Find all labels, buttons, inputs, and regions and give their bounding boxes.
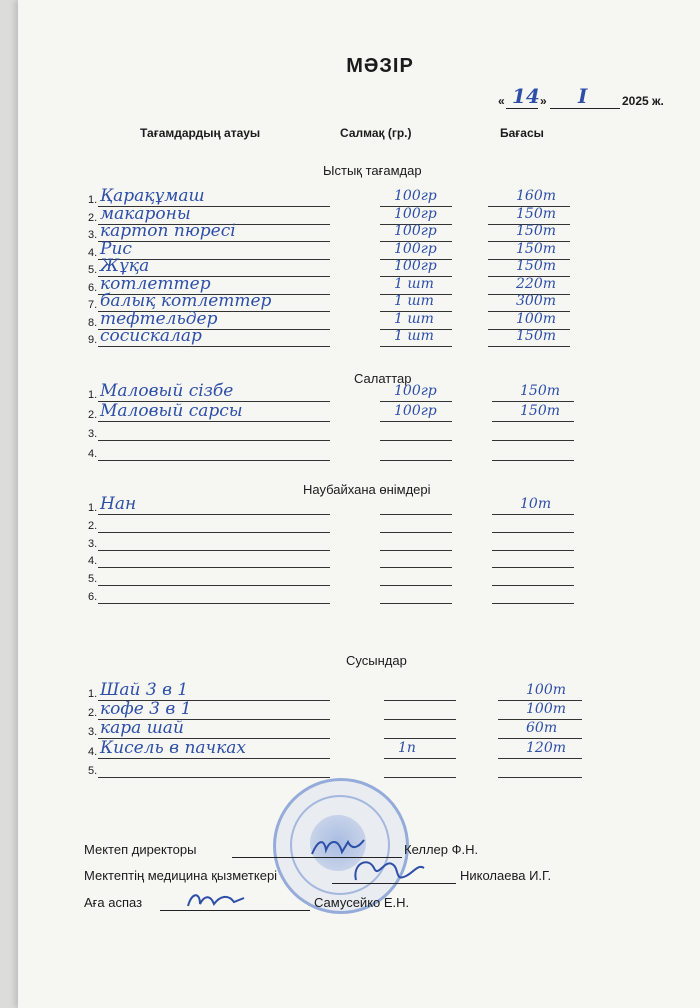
dish-weight: 100гр bbox=[394, 223, 437, 239]
column-name-header: Тағамдардың атауы bbox=[140, 126, 261, 140]
bakery-row bbox=[88, 536, 608, 552]
dish-price: 220т bbox=[516, 275, 556, 292]
weight-line bbox=[380, 514, 452, 515]
price-line bbox=[492, 603, 574, 604]
dish-weight: 1 шт bbox=[394, 275, 434, 292]
nurse-signature bbox=[348, 854, 428, 888]
dish-weight: 1 шт bbox=[394, 310, 434, 327]
hot_dishes-row bbox=[88, 326, 608, 348]
nurse-name: Николаева И.Г. bbox=[460, 868, 552, 883]
chef-label: Аға аспаз bbox=[84, 895, 143, 910]
weight-line bbox=[380, 567, 452, 568]
dish-name: кофе 3 в 1 bbox=[100, 699, 192, 720]
dish-price: 150т bbox=[520, 402, 560, 419]
bakery-row bbox=[88, 589, 608, 605]
row-number: 1. bbox=[88, 688, 98, 700]
row-number: 3. bbox=[88, 537, 98, 550]
drinks-row bbox=[88, 763, 608, 779]
name-line bbox=[98, 440, 330, 441]
row-number: 4. bbox=[88, 555, 98, 568]
dish-name: кара шай bbox=[100, 718, 184, 739]
weight-line bbox=[384, 777, 456, 778]
weight-line bbox=[380, 346, 452, 347]
weight-line bbox=[380, 421, 452, 422]
salads-row bbox=[88, 400, 608, 423]
price-line bbox=[492, 440, 574, 441]
director-name: Келлер Ф.Н. bbox=[404, 842, 479, 857]
dish-price: 100т bbox=[526, 682, 566, 698]
row-number: 4. bbox=[88, 447, 98, 460]
weight-line bbox=[380, 532, 452, 533]
weight-line bbox=[384, 758, 456, 759]
dish-name: котлеттер bbox=[100, 273, 211, 294]
dish-name: Рис bbox=[100, 238, 132, 259]
weight-line bbox=[380, 440, 452, 441]
weight-line bbox=[380, 460, 452, 461]
date-open-quote: « bbox=[498, 94, 505, 108]
menu-document bbox=[18, 0, 700, 1008]
name-line bbox=[98, 532, 330, 533]
dish-weight: 100гр bbox=[394, 188, 437, 204]
row-number: 6. bbox=[88, 591, 98, 603]
row-number: 5. bbox=[88, 573, 98, 586]
dish-weight: 100гр bbox=[394, 240, 437, 257]
dish-price: 150т bbox=[520, 383, 560, 399]
dish-weight: 100гр bbox=[394, 205, 437, 222]
dish-name: Маловый сізбе bbox=[100, 381, 234, 401]
dish-price: 150т bbox=[516, 205, 556, 222]
row-number: 4. bbox=[88, 745, 98, 758]
row-number: 7. bbox=[88, 299, 98, 311]
row-number: 5. bbox=[88, 764, 98, 777]
weight-line bbox=[384, 700, 456, 701]
weight-line bbox=[380, 585, 452, 586]
dish-price: 160т bbox=[516, 188, 556, 204]
date-year: 2025 ж. bbox=[622, 94, 664, 108]
bakery-row bbox=[88, 553, 608, 569]
name-line bbox=[98, 241, 330, 242]
dish-name: Нан bbox=[100, 494, 137, 514]
row-number: 3. bbox=[88, 726, 98, 739]
section-drinks-title: Сусындар bbox=[346, 653, 407, 668]
dish-name: Маловый сарсы bbox=[100, 400, 243, 421]
dish-name: Жұқа bbox=[100, 256, 150, 276]
price-line bbox=[492, 567, 574, 568]
date-month: I bbox=[578, 84, 588, 108]
document-title: МӘЗІР bbox=[346, 55, 414, 77]
price-line bbox=[492, 585, 574, 586]
row-number: 2. bbox=[88, 211, 98, 224]
row-number: 8. bbox=[88, 316, 98, 329]
row-number: 5. bbox=[88, 264, 98, 276]
date-day-line bbox=[506, 108, 538, 109]
dish-weight: 1 шт bbox=[394, 293, 434, 309]
name-line bbox=[98, 585, 330, 586]
dish-name: картоп пюресі bbox=[100, 221, 236, 241]
dish-weight: 1п bbox=[398, 739, 416, 756]
dish-price: 100т bbox=[526, 701, 566, 718]
column-price-header: Бағасы bbox=[500, 126, 544, 140]
dish-name: Кисель в пачках bbox=[100, 737, 247, 758]
name-line bbox=[98, 777, 330, 778]
weight-line bbox=[384, 719, 456, 720]
director-label: Мектеп директоры bbox=[84, 842, 197, 857]
name-line bbox=[98, 460, 330, 461]
section-bakery-title: Наубайхана өнімдері bbox=[303, 482, 431, 497]
dish-price: 120т bbox=[526, 739, 566, 756]
dish-price: 150т bbox=[516, 223, 556, 239]
row-number: 3. bbox=[88, 229, 98, 241]
dish-name: балық котлеттер bbox=[100, 291, 272, 311]
column-weight-header: Салмақ (гр.) bbox=[340, 126, 412, 140]
price-line bbox=[492, 514, 574, 515]
dish-price: 150т bbox=[516, 328, 556, 344]
price-line bbox=[492, 421, 574, 422]
row-number: 1. bbox=[88, 194, 98, 206]
row-number: 4. bbox=[88, 246, 98, 259]
section-hot-dishes-title: Ыстық тағамдар bbox=[323, 163, 422, 178]
dish-name: Шай 3 в 1 bbox=[100, 680, 189, 700]
date-day: 14 bbox=[512, 84, 540, 108]
dish-name: сосискалар bbox=[100, 326, 202, 346]
price-line bbox=[488, 346, 570, 347]
dish-weight: 100гр bbox=[394, 258, 437, 274]
bakery-row bbox=[88, 494, 608, 516]
name-line bbox=[98, 550, 330, 551]
price-line bbox=[498, 777, 582, 778]
name-line bbox=[98, 421, 330, 422]
row-number: 1. bbox=[88, 389, 98, 401]
date-close-quote: » bbox=[540, 94, 547, 108]
name-line bbox=[98, 603, 330, 604]
bakery-row bbox=[88, 571, 608, 587]
name-line bbox=[98, 514, 330, 515]
dish-price: 10т bbox=[520, 496, 552, 512]
date-month-line bbox=[550, 108, 620, 109]
salads-row bbox=[88, 426, 608, 442]
date-block bbox=[498, 86, 700, 110]
name-line bbox=[98, 758, 330, 759]
drinks-row bbox=[88, 737, 608, 760]
price-line bbox=[492, 550, 574, 551]
row-number: 3. bbox=[88, 428, 98, 440]
dish-price: 60т bbox=[526, 720, 558, 737]
dish-weight: 1 шт bbox=[394, 328, 434, 344]
chef-signature bbox=[184, 888, 248, 912]
dish-name: тефтельдер bbox=[100, 308, 218, 329]
row-number: 2. bbox=[88, 408, 98, 421]
row-number: 6. bbox=[88, 281, 98, 294]
row-number: 2. bbox=[88, 707, 98, 720]
dish-price: 300т bbox=[516, 293, 556, 309]
dish-name: макароны bbox=[100, 203, 191, 224]
bakery-row bbox=[88, 518, 608, 534]
weight-line bbox=[384, 738, 456, 739]
dish-price: 150т bbox=[516, 240, 556, 257]
dish-name: Қарақұмаш bbox=[100, 186, 205, 206]
nurse-label: Мектептің медицина қызметкері bbox=[84, 868, 278, 883]
weight-line bbox=[380, 603, 452, 604]
row-number: 9. bbox=[88, 334, 98, 346]
section-salads-title: Салаттар bbox=[354, 371, 412, 386]
dish-weight: 100гр bbox=[394, 383, 437, 399]
weight-line bbox=[380, 550, 452, 551]
price-line bbox=[492, 532, 574, 533]
name-line bbox=[98, 346, 330, 347]
dish-price: 150т bbox=[516, 258, 556, 274]
dish-weight: 100гр bbox=[394, 402, 437, 419]
row-number: 2. bbox=[88, 519, 98, 532]
price-line bbox=[492, 460, 574, 461]
salads-row bbox=[88, 446, 608, 462]
dish-price: 100т bbox=[516, 310, 556, 327]
row-number: 1. bbox=[88, 502, 98, 514]
price-line bbox=[498, 758, 582, 759]
chef-name: Самусейко Е.Н. bbox=[314, 895, 410, 910]
name-line bbox=[98, 567, 330, 568]
